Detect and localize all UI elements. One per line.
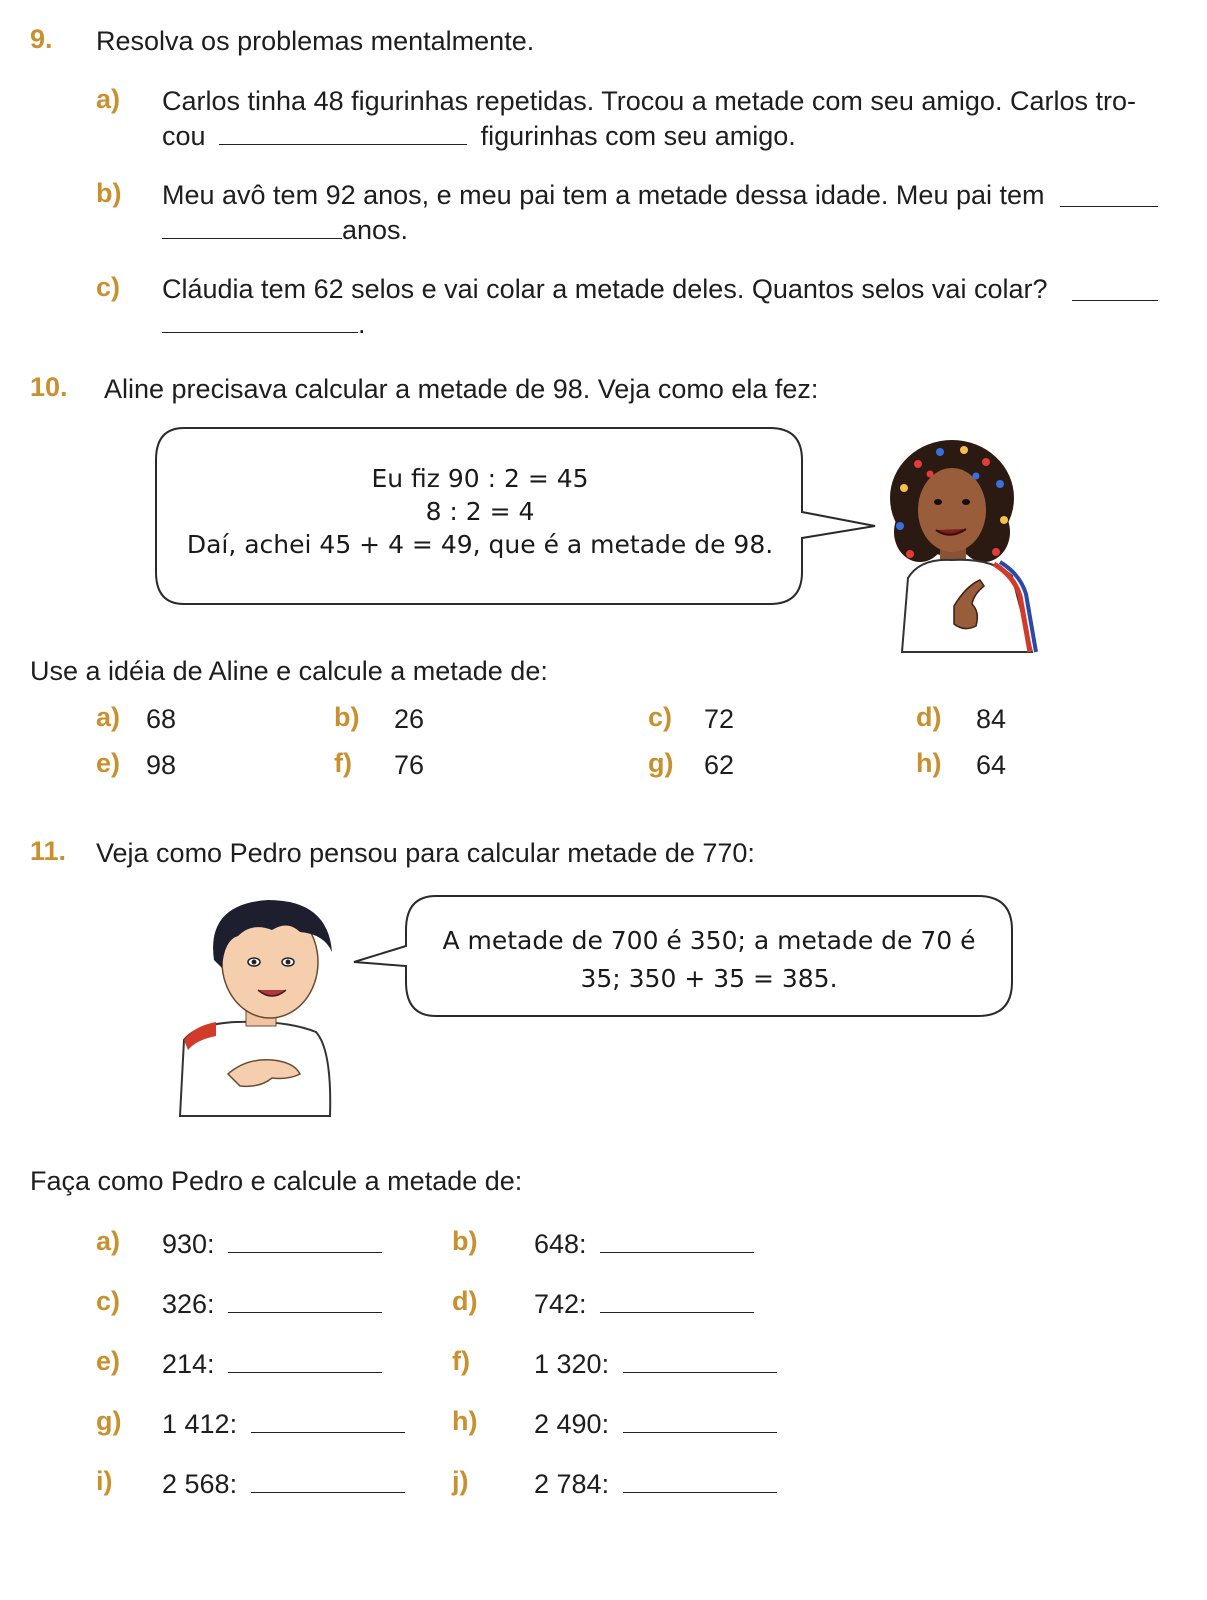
q11-h-label: h) [452, 1406, 478, 1436]
q10-c-value: 72 [704, 704, 735, 734]
q10-instruction: Use a idéia de Aline e calcule a metade de: [30, 656, 548, 686]
q9-c-line2 [162, 306, 366, 341]
q9-a-text: Carlos tinha 48 figurinhas repetidas. Trocou a metade com seu amigo. Carlos tro- [162, 86, 1136, 116]
q10-b-value: 26 [394, 704, 425, 734]
q10-d-label: d) [916, 702, 942, 732]
q11-f-value: 1 320: [534, 1349, 610, 1379]
pedro-speech-line-2: 35; 350 + 35 = 385. [580, 964, 838, 993]
q11-f-label: f) [452, 1346, 470, 1376]
q11-f-answer-blank[interactable] [623, 1346, 777, 1373]
q11-b-answer-blank[interactable] [600, 1226, 754, 1253]
q9-b-label: b) [96, 178, 122, 208]
q10-g-value: 62 [704, 750, 735, 780]
q11-c-answer-blank[interactable] [228, 1286, 382, 1313]
q11-number: 11. [30, 836, 67, 866]
q10-h-value: 64 [976, 750, 1007, 780]
q11-f-item [534, 1346, 777, 1381]
q10-f-value: 76 [394, 750, 425, 780]
q11-b-value: 648: [534, 1229, 587, 1259]
q10-f-label: f) [334, 748, 352, 778]
q11-j-item [534, 1466, 777, 1501]
q11-d-value: 742: [534, 1289, 587, 1319]
q9-b-text-post: anos. [342, 215, 409, 245]
q11-a-value: 930: [162, 1229, 215, 1259]
q11-e-value: 214: [162, 1349, 215, 1379]
q11-j-label: j) [452, 1466, 469, 1496]
q9-b-text: Meu avô tem 92 anos, e meu pai tem a metade dessa idade. Meu pai tem [162, 180, 1045, 210]
q10-title: Aline precisava calcular a metade de 98. Veja como ela fez: [104, 374, 819, 404]
q9-c-text: Cláudia tem 62 selos e vai colar a metade deles. Quantos selos vai colar? [162, 274, 1048, 304]
q9-c-label: c) [96, 272, 121, 302]
q11-c-label: c) [96, 1286, 121, 1316]
q11-g-item [162, 1406, 405, 1441]
q11-instruction: Faça como Pedro e calcule a metade de: [30, 1166, 523, 1196]
q11-c-value: 326: [162, 1289, 215, 1319]
q11-e-answer-blank[interactable] [228, 1346, 382, 1373]
q9-b-answer-blank[interactable] [1060, 180, 1158, 207]
aline-speech-line-2: 8 : 2 = 4 [425, 497, 535, 526]
q11-h-value: 2 490: [534, 1409, 610, 1439]
q11-title: Veja como Pedro pensou para calcular metade de 770: [96, 838, 755, 868]
q10-b-label: b) [334, 702, 360, 732]
q10-e-value: 98 [146, 750, 177, 780]
q9-a-line2 [162, 118, 796, 153]
q10-number: 10. [30, 372, 68, 402]
q9-a-label: a) [96, 84, 121, 114]
q11-i-item [162, 1466, 405, 1501]
q10-a-value: 68 [146, 704, 177, 734]
q11-d-label: d) [452, 1286, 478, 1316]
pedro-speech-text [414, 922, 1004, 998]
q10-h-label: h) [916, 748, 942, 778]
q11-a-item [162, 1226, 382, 1261]
pedro-illustration [176, 890, 356, 1120]
q11-d-answer-blank[interactable] [600, 1286, 754, 1313]
q11-g-label: g) [96, 1406, 122, 1436]
q11-i-value: 2 568: [162, 1469, 238, 1499]
q9-c-answer-blank-2[interactable] [162, 306, 358, 333]
q11-j-value: 2 784: [534, 1469, 610, 1499]
q11-a-answer-blank[interactable] [228, 1226, 382, 1253]
q9-a-text-pre: cou [162, 121, 206, 151]
q11-d-item [534, 1286, 754, 1321]
q9-a-answer-blank[interactable] [219, 118, 467, 145]
q11-c-item [162, 1286, 382, 1321]
q10-d-value: 84 [976, 704, 1007, 734]
q11-h-item [534, 1406, 777, 1441]
q11-g-value: 1 412: [162, 1409, 238, 1439]
q9-c-answer-blank[interactable] [1072, 274, 1158, 301]
q10-g-label: g) [648, 748, 674, 778]
q11-j-answer-blank[interactable] [623, 1466, 777, 1493]
q9-title: Resolva os problemas mentalmente. [96, 26, 535, 56]
q11-i-answer-blank[interactable] [251, 1466, 405, 1493]
q11-e-item [162, 1346, 382, 1381]
aline-illustration [880, 436, 1040, 654]
q11-i-label: i) [96, 1466, 113, 1496]
q11-e-label: e) [96, 1346, 121, 1376]
aline-speech-line-3: Daí, achei 45 + 4 = 49, que é a metade de 98. [186, 530, 774, 559]
q9-b-line2 [162, 212, 408, 247]
q11-g-answer-blank[interactable] [251, 1406, 405, 1433]
q11-a-label: a) [96, 1226, 121, 1256]
q9-a-text-post: figurinhas com seu amigo. [480, 121, 796, 151]
q9-c-text-post: . [358, 309, 366, 339]
pedro-speech-line-1: A metade de 700 é 350; a metade de 70 é [442, 926, 976, 955]
aline-speech-line-1: Eu fiz 90 : 2 = 45 [371, 464, 589, 493]
q11-h-answer-blank[interactable] [623, 1406, 777, 1433]
q10-e-label: e) [96, 748, 121, 778]
q9-b-answer-blank-2[interactable] [162, 212, 342, 239]
q11-b-label: b) [452, 1226, 478, 1256]
q10-a-label: a) [96, 702, 121, 732]
q11-b-item [534, 1226, 754, 1261]
q10-c-label: c) [648, 702, 673, 732]
aline-speech-text [160, 462, 800, 561]
q9-number: 9. [30, 24, 53, 54]
